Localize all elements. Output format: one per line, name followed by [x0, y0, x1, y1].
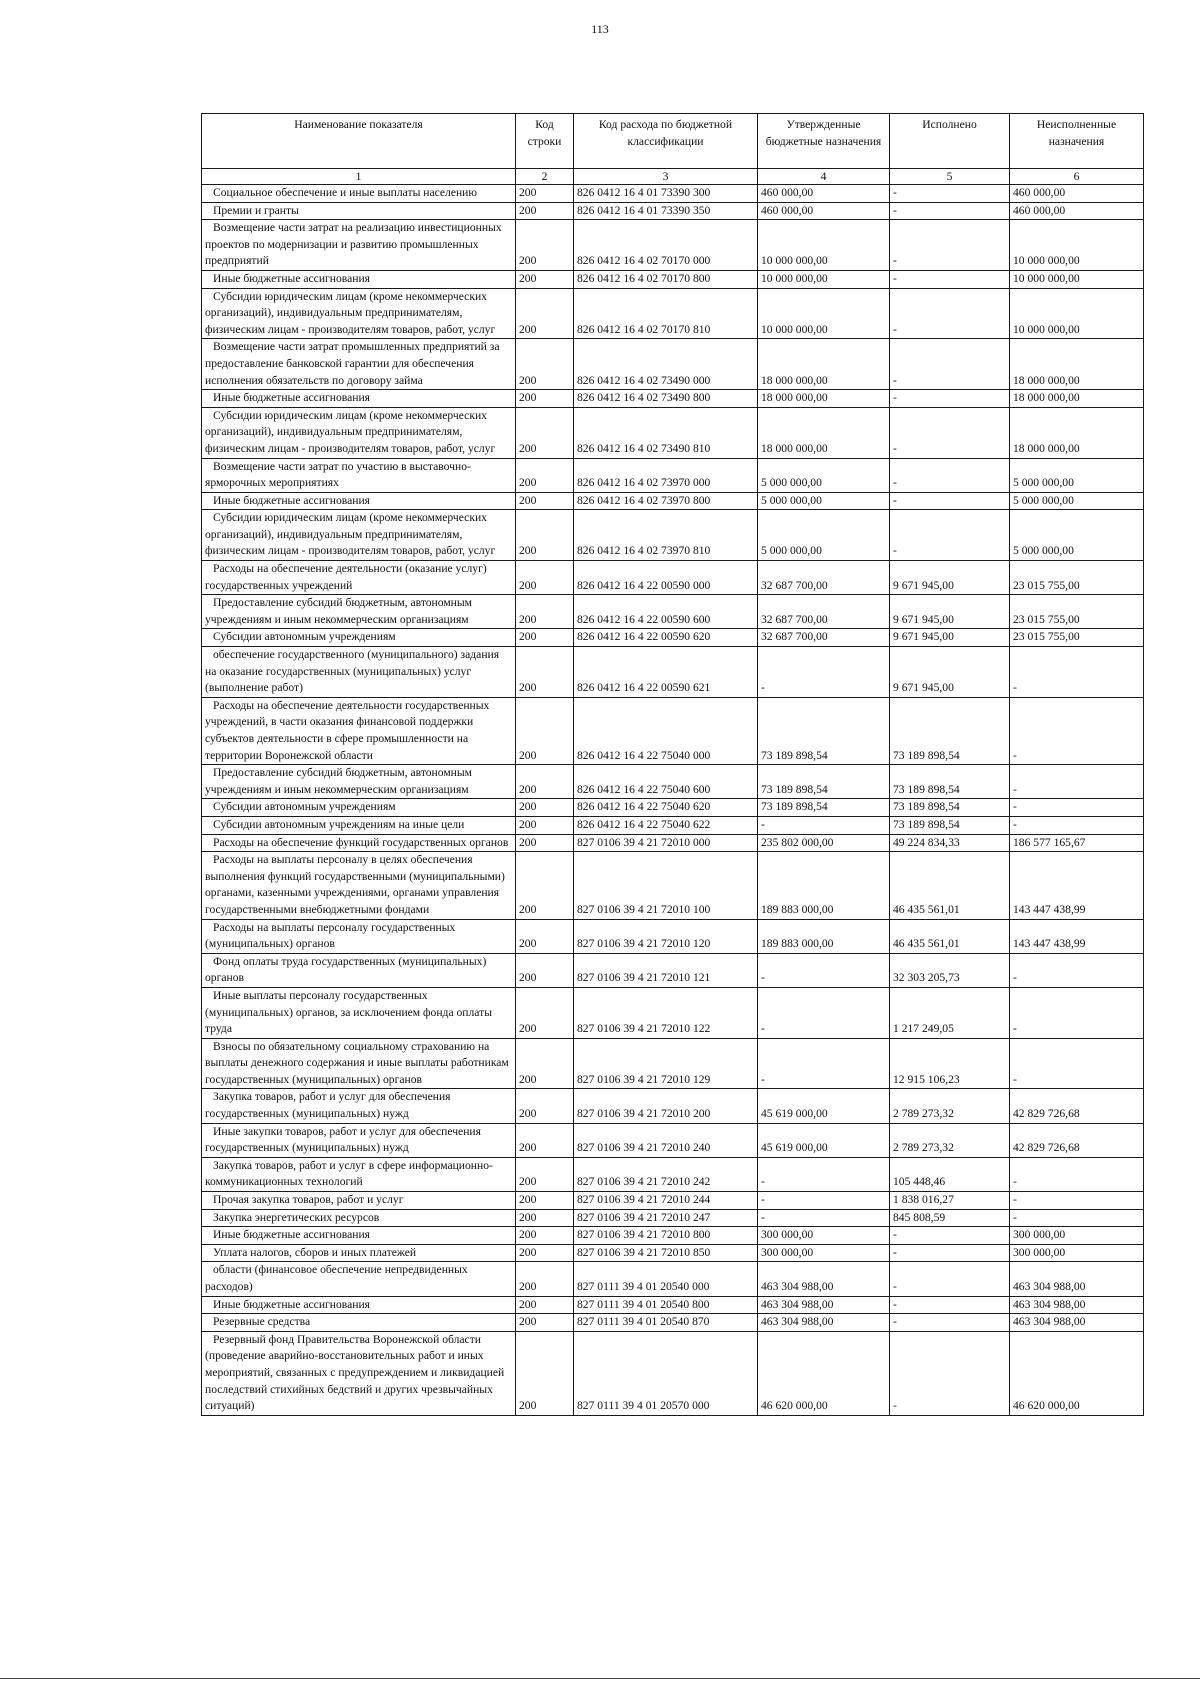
executed-amount-cell: 9 671 945,00: [890, 629, 1010, 647]
table-row: [202, 629, 1144, 647]
table-row: [202, 1089, 1144, 1123]
approved-amount-cell: 5 000 000,00: [758, 458, 890, 492]
executed-amount-cell: 46 435 561,01: [890, 852, 1010, 919]
column-number: 2: [516, 169, 574, 185]
approved-amount-cell: 5 000 000,00: [758, 510, 890, 561]
table-row: [202, 1244, 1144, 1262]
row-code-cell: 200: [516, 1123, 574, 1157]
unexecuted-amount-cell: -: [1010, 987, 1144, 1038]
executed-amount-cell: -: [890, 1244, 1010, 1262]
indicator-name-cell: Уплата налогов, сборов и иных платежей: [202, 1244, 516, 1262]
budget-code-cell: 827 0106 39 4 21 72010 122: [574, 987, 758, 1038]
budget-code-cell: 827 0106 39 4 21 72010 000: [574, 834, 758, 852]
row-code-cell: 200: [516, 1262, 574, 1296]
budget-code-cell: 827 0106 39 4 21 72010 244: [574, 1192, 758, 1210]
row-code-cell: 200: [516, 834, 574, 852]
indicator-name-cell: Расходы на обеспечение деятельности (оказание услуг) государственных учреждений: [202, 561, 516, 595]
approved-amount-cell: 18 000 000,00: [758, 390, 890, 408]
row-code-cell: 200: [516, 202, 574, 220]
indicator-name-cell: Расходы на обеспечение деятельности государственных учреждений, в части оказания финансовой поддержки субъектов деятельности в сфере промышленности на территории Воронежской области: [202, 697, 516, 764]
table-row: [202, 202, 1144, 220]
indicator-name-cell: Субсидии автономным учреждениям на иные цели: [202, 816, 516, 834]
unexecuted-amount-cell: 18 000 000,00: [1010, 407, 1144, 458]
row-code-cell: 200: [516, 595, 574, 629]
executed-amount-cell: -: [890, 1227, 1010, 1245]
unexecuted-amount-cell: 10 000 000,00: [1010, 220, 1144, 271]
approved-amount-cell: 300 000,00: [758, 1227, 890, 1245]
executed-amount-cell: -: [890, 390, 1010, 408]
row-code-cell: 200: [516, 799, 574, 817]
indicator-name-cell: Резервные средства: [202, 1314, 516, 1332]
budget-code-cell: 827 0111 39 4 01 20540 000: [574, 1262, 758, 1296]
executed-amount-cell: -: [890, 270, 1010, 288]
unexecuted-amount-cell: 18 000 000,00: [1010, 339, 1144, 390]
indicator-name-cell: Закупка товаров, работ и услуг для обеспечения государственных (муниципальных) нужд: [202, 1089, 516, 1123]
table-header-row: [202, 114, 1144, 169]
approved-amount-cell: 73 189 898,54: [758, 765, 890, 799]
indicator-name-cell: Закупка энергетических ресурсов: [202, 1209, 516, 1227]
table-row: [202, 185, 1144, 203]
executed-amount-cell: -: [890, 492, 1010, 510]
indicator-name-cell: области (финансовое обеспечение непредвиденных расходов): [202, 1262, 516, 1296]
budget-code-cell: 827 0111 39 4 01 20540 870: [574, 1314, 758, 1332]
approved-amount-cell: 45 619 000,00: [758, 1123, 890, 1157]
approved-amount-cell: 189 883 000,00: [758, 919, 890, 953]
indicator-name-cell: Иные бюджетные ассигнования: [202, 1227, 516, 1245]
executed-amount-cell: 2 789 273,32: [890, 1123, 1010, 1157]
unexecuted-amount-cell: 300 000,00: [1010, 1227, 1144, 1245]
row-code-cell: 200: [516, 458, 574, 492]
table-row: [202, 647, 1144, 698]
table-row: [202, 1123, 1144, 1157]
approved-amount-cell: 10 000 000,00: [758, 220, 890, 271]
table-row: [202, 697, 1144, 764]
budget-code-cell: 826 0412 16 4 02 73970 000: [574, 458, 758, 492]
executed-amount-cell: -: [890, 339, 1010, 390]
budget-code-cell: 826 0412 16 4 22 75040 600: [574, 765, 758, 799]
row-code-cell: 200: [516, 765, 574, 799]
executed-amount-cell: -: [890, 407, 1010, 458]
budget-code-cell: 827 0111 39 4 01 20570 000: [574, 1331, 758, 1415]
executed-amount-cell: 105 448,46: [890, 1157, 1010, 1191]
column-number: 1: [202, 169, 516, 185]
table-row: [202, 407, 1144, 458]
approved-amount-cell: 32 687 700,00: [758, 561, 890, 595]
unexecuted-amount-cell: -: [1010, 1038, 1144, 1089]
budget-code-cell: 826 0412 16 4 02 73490 810: [574, 407, 758, 458]
executed-amount-cell: 73 189 898,54: [890, 765, 1010, 799]
approved-amount-cell: 73 189 898,54: [758, 697, 890, 764]
unexecuted-amount-cell: 300 000,00: [1010, 1244, 1144, 1262]
approved-amount-cell: -: [758, 987, 890, 1038]
executed-amount-cell: 9 671 945,00: [890, 561, 1010, 595]
column-number: 6: [1010, 169, 1144, 185]
table-row: [202, 1157, 1144, 1191]
budget-code-cell: 826 0412 16 4 02 70170 000: [574, 220, 758, 271]
table-row: [202, 1192, 1144, 1210]
approved-amount-cell: 45 619 000,00: [758, 1089, 890, 1123]
unexecuted-amount-cell: 18 000 000,00: [1010, 390, 1144, 408]
column-number: 3: [574, 169, 758, 185]
budget-code-cell: 826 0412 16 4 22 75040 000: [574, 697, 758, 764]
budget-code-cell: 826 0412 16 4 22 00590 620: [574, 629, 758, 647]
executed-amount-cell: 9 671 945,00: [890, 647, 1010, 698]
approved-amount-cell: 32 687 700,00: [758, 595, 890, 629]
indicator-name-cell: Иные бюджетные ассигнования: [202, 270, 516, 288]
row-code-cell: 200: [516, 647, 574, 698]
executed-amount-cell: 73 189 898,54: [890, 799, 1010, 817]
approved-amount-cell: -: [758, 1209, 890, 1227]
row-code-cell: 200: [516, 270, 574, 288]
row-code-cell: 200: [516, 987, 574, 1038]
header-approved: Утвержденные бюджетные назначения: [758, 114, 890, 169]
approved-amount-cell: 463 304 988,00: [758, 1296, 890, 1314]
approved-amount-cell: 463 304 988,00: [758, 1314, 890, 1332]
indicator-name-cell: Субсидии юридическим лицам (кроме некоммерческих организаций), индивидуальным предпринимателям, физическим лицам - производителям товаров, работ, услуг: [202, 510, 516, 561]
row-code-cell: 200: [516, 852, 574, 919]
executed-amount-cell: 1 217 249,05: [890, 987, 1010, 1038]
executed-amount-cell: -: [890, 1314, 1010, 1332]
unexecuted-amount-cell: -: [1010, 1192, 1144, 1210]
budget-code-cell: 826 0412 16 4 22 75040 622: [574, 816, 758, 834]
indicator-name-cell: Субсидии автономным учреждениям: [202, 629, 516, 647]
budget-code-cell: 826 0412 16 4 22 75040 620: [574, 799, 758, 817]
table-row: [202, 953, 1144, 987]
row-code-cell: 200: [516, 288, 574, 339]
budget-code-cell: 827 0106 39 4 21 72010 247: [574, 1209, 758, 1227]
row-code-cell: 200: [516, 1227, 574, 1245]
executed-amount-cell: -: [890, 1262, 1010, 1296]
executed-amount-cell: 1 838 016,27: [890, 1192, 1010, 1210]
unexecuted-amount-cell: -: [1010, 953, 1144, 987]
row-code-cell: 200: [516, 185, 574, 203]
executed-amount-cell: -: [890, 202, 1010, 220]
indicator-name-cell: Прочая закупка товаров, работ и услуг: [202, 1192, 516, 1210]
row-code-cell: 200: [516, 919, 574, 953]
table-row: [202, 816, 1144, 834]
table-row: [202, 561, 1144, 595]
budget-code-cell: 826 0412 16 4 02 73490 800: [574, 390, 758, 408]
column-number: 4: [758, 169, 890, 185]
indicator-name-cell: Резервный фонд Правительства Воронежской области (проведение аварийно-восстановительных работ и иных мероприятий, связанных с предупреждением и ликвидацией последствий стихийных бедствий и других чрезвычайных ситуаций): [202, 1331, 516, 1415]
unexecuted-amount-cell: 5 000 000,00: [1010, 510, 1144, 561]
approved-amount-cell: 10 000 000,00: [758, 270, 890, 288]
indicator-name-cell: Предоставление субсидий бюджетным, автономным учреждениям и иным некоммерческим организациям: [202, 765, 516, 799]
indicator-name-cell: Возмещение части затрат по участию в выставочно-ярморочных мероприятиях: [202, 458, 516, 492]
table-row: [202, 987, 1144, 1038]
indicator-name-cell: обеспечение государственного (муниципального) задания на оказание государственных (муниципальных) услуг (выполнение работ): [202, 647, 516, 698]
budget-code-cell: 827 0106 39 4 21 72010 242: [574, 1157, 758, 1191]
approved-amount-cell: 189 883 000,00: [758, 852, 890, 919]
approved-amount-cell: -: [758, 647, 890, 698]
header-row-code: Код строки: [516, 114, 574, 169]
unexecuted-amount-cell: 23 015 755,00: [1010, 595, 1144, 629]
table-row: [202, 1296, 1144, 1314]
table-row: [202, 220, 1144, 271]
approved-amount-cell: 18 000 000,00: [758, 339, 890, 390]
budget-code-cell: 827 0106 39 4 21 72010 200: [574, 1089, 758, 1123]
row-code-cell: 200: [516, 629, 574, 647]
indicator-name-cell: Иные бюджетные ассигнования: [202, 1296, 516, 1314]
approved-amount-cell: -: [758, 1192, 890, 1210]
row-code-cell: 200: [516, 339, 574, 390]
table-row: [202, 799, 1144, 817]
table-row: [202, 852, 1144, 919]
row-code-cell: 200: [516, 1192, 574, 1210]
unexecuted-amount-cell: 460 000,00: [1010, 185, 1144, 203]
budget-code-cell: 826 0412 16 4 02 73970 810: [574, 510, 758, 561]
unexecuted-amount-cell: -: [1010, 1157, 1144, 1191]
budget-code-cell: 826 0412 16 4 22 00590 621: [574, 647, 758, 698]
table-row: [202, 765, 1144, 799]
budget-code-cell: 826 0412 16 4 02 70170 800: [574, 270, 758, 288]
approved-amount-cell: 73 189 898,54: [758, 799, 890, 817]
unexecuted-amount-cell: 23 015 755,00: [1010, 629, 1144, 647]
approved-amount-cell: -: [758, 1038, 890, 1089]
unexecuted-amount-cell: 463 304 988,00: [1010, 1314, 1144, 1332]
budget-code-cell: 827 0106 39 4 21 72010 240: [574, 1123, 758, 1157]
unexecuted-amount-cell: 460 000,00: [1010, 202, 1144, 220]
indicator-name-cell: Расходы на выплаты персоналу в целях обеспечения выполнения функций государственными (муниципальными) органами, казенными учреждениями, органами управления государственными внебюджетными фондами: [202, 852, 516, 919]
indicator-name-cell: Иные бюджетные ассигнования: [202, 390, 516, 408]
approved-amount-cell: 18 000 000,00: [758, 407, 890, 458]
indicator-name-cell: Субсидии юридическим лицам (кроме некоммерческих организаций), индивидуальным предпринимателям, физическим лицам - производителям товаров, работ, услуг: [202, 407, 516, 458]
unexecuted-amount-cell: -: [1010, 1209, 1144, 1227]
indicator-name-cell: Социальное обеспечение и иные выплаты населению: [202, 185, 516, 203]
approved-amount-cell: 32 687 700,00: [758, 629, 890, 647]
table-row: [202, 1038, 1144, 1089]
table-row: [202, 492, 1144, 510]
budget-code-cell: 826 0412 16 4 22 00590 600: [574, 595, 758, 629]
unexecuted-amount-cell: -: [1010, 647, 1144, 698]
budget-code-cell: 827 0106 39 4 21 72010 121: [574, 953, 758, 987]
unexecuted-amount-cell: 42 829 726,68: [1010, 1089, 1144, 1123]
row-code-cell: 200: [516, 1157, 574, 1191]
table-row: [202, 595, 1144, 629]
executed-amount-cell: 845 808,59: [890, 1209, 1010, 1227]
row-code-cell: 200: [516, 1038, 574, 1089]
budget-code-cell: 827 0106 39 4 21 72010 850: [574, 1244, 758, 1262]
budget-code-cell: 826 0412 16 4 02 70170 810: [574, 288, 758, 339]
table-row: [202, 270, 1144, 288]
unexecuted-amount-cell: 10 000 000,00: [1010, 270, 1144, 288]
budget-code-cell: 827 0106 39 4 21 72010 120: [574, 919, 758, 953]
unexecuted-amount-cell: 186 577 165,67: [1010, 834, 1144, 852]
approved-amount-cell: 300 000,00: [758, 1244, 890, 1262]
table-row: [202, 919, 1144, 953]
row-code-cell: 200: [516, 1244, 574, 1262]
header-executed: Исполнено: [890, 114, 1010, 169]
row-code-cell: 200: [516, 407, 574, 458]
row-code-cell: 200: [516, 561, 574, 595]
unexecuted-amount-cell: -: [1010, 799, 1144, 817]
budget-execution-table: [201, 113, 1144, 1416]
row-code-cell: 200: [516, 1089, 574, 1123]
approved-amount-cell: 460 000,00: [758, 185, 890, 203]
indicator-name-cell: Субсидии юридическим лицам (кроме некоммерческих организаций), индивидуальным предпринимателям, физическим лицам - производителям товаров, работ, услуг: [202, 288, 516, 339]
unexecuted-amount-cell: 5 000 000,00: [1010, 492, 1144, 510]
unexecuted-amount-cell: 463 304 988,00: [1010, 1296, 1144, 1314]
executed-amount-cell: -: [890, 1296, 1010, 1314]
row-code-cell: 200: [516, 1314, 574, 1332]
approved-amount-cell: 463 304 988,00: [758, 1262, 890, 1296]
indicator-name-cell: Закупка товаров, работ и услуг в сфере информационно-коммуникационных технологий: [202, 1157, 516, 1191]
approved-amount-cell: 10 000 000,00: [758, 288, 890, 339]
indicator-name-cell: Предоставление субсидий бюджетным, автономным учреждениям и иным некоммерческим организациям: [202, 595, 516, 629]
header-budget-code: Код расхода по бюджетной классификации: [574, 114, 758, 169]
approved-amount-cell: 46 620 000,00: [758, 1331, 890, 1415]
indicator-name-cell: Расходы на обеспечение функций государственных органов: [202, 834, 516, 852]
indicator-name-cell: Расходы на выплаты персоналу государственных (муниципальных) органов: [202, 919, 516, 953]
table-body: [202, 185, 1144, 1416]
approved-amount-cell: -: [758, 816, 890, 834]
unexecuted-amount-cell: -: [1010, 816, 1144, 834]
budget-code-cell: 826 0412 16 4 01 73390 300: [574, 185, 758, 203]
indicator-name-cell: Иные закупки товаров, работ и услуг для обеспечения государственных (муниципальных) нужд: [202, 1123, 516, 1157]
row-code-cell: 200: [516, 1296, 574, 1314]
unexecuted-amount-cell: -: [1010, 697, 1144, 764]
row-code-cell: 200: [516, 816, 574, 834]
header-unexecuted: Неисполненные назначения: [1010, 114, 1144, 169]
table-row: [202, 510, 1144, 561]
budget-code-cell: 826 0412 16 4 01 73390 350: [574, 202, 758, 220]
indicator-name-cell: Премии и гранты: [202, 202, 516, 220]
unexecuted-amount-cell: 5 000 000,00: [1010, 458, 1144, 492]
unexecuted-amount-cell: -: [1010, 765, 1144, 799]
indicator-name-cell: Возмещение части затрат на реализацию инвестиционных проектов по модернизации и развитию промышленных предприятий: [202, 220, 516, 271]
executed-amount-cell: -: [890, 220, 1010, 271]
column-number-row: [202, 169, 1144, 185]
indicator-name-cell: Взносы по обязательному социальному страхованию на выплаты денежного содержания и иные выплаты работникам государственных (муниципальных) органов: [202, 1038, 516, 1089]
executed-amount-cell: -: [890, 288, 1010, 339]
budget-code-cell: 827 0106 39 4 21 72010 129: [574, 1038, 758, 1089]
page-number: 113: [591, 22, 609, 36]
budget-code-cell: 827 0111 39 4 01 20540 800: [574, 1296, 758, 1314]
executed-amount-cell: -: [890, 185, 1010, 203]
row-code-cell: 200: [516, 390, 574, 408]
table-row: [202, 390, 1144, 408]
approved-amount-cell: 235 802 000,00: [758, 834, 890, 852]
table-row: [202, 834, 1144, 852]
row-code-cell: 200: [516, 697, 574, 764]
unexecuted-amount-cell: 23 015 755,00: [1010, 561, 1144, 595]
column-number: 5: [890, 169, 1010, 185]
table-row: [202, 1314, 1144, 1332]
table-row: [202, 1331, 1144, 1415]
unexecuted-amount-cell: 42 829 726,68: [1010, 1123, 1144, 1157]
budget-code-cell: 826 0412 16 4 02 73490 000: [574, 339, 758, 390]
budget-code-cell: 827 0106 39 4 21 72010 100: [574, 852, 758, 919]
executed-amount-cell: 49 224 834,33: [890, 834, 1010, 852]
page-bottom-rule: [0, 1678, 1200, 1679]
header-indicator-name: Наименование показателя: [202, 114, 516, 169]
executed-amount-cell: 73 189 898,54: [890, 697, 1010, 764]
budget-code-cell: 826 0412 16 4 22 00590 000: [574, 561, 758, 595]
executed-amount-cell: -: [890, 458, 1010, 492]
unexecuted-amount-cell: 463 304 988,00: [1010, 1262, 1144, 1296]
row-code-cell: 200: [516, 1331, 574, 1415]
row-code-cell: 200: [516, 1209, 574, 1227]
table-row: [202, 1209, 1144, 1227]
indicator-name-cell: Субсидии автономным учреждениям: [202, 799, 516, 817]
unexecuted-amount-cell: 143 447 438,99: [1010, 919, 1144, 953]
row-code-cell: 200: [516, 220, 574, 271]
unexecuted-amount-cell: 46 620 000,00: [1010, 1331, 1144, 1415]
row-code-cell: 200: [516, 953, 574, 987]
unexecuted-amount-cell: 143 447 438,99: [1010, 852, 1144, 919]
approved-amount-cell: 5 000 000,00: [758, 492, 890, 510]
indicator-name-cell: Возмещение части затрат промышленных предприятий за предоставление банковской гарантии для обеспечения исполнения обязательств по договору займа: [202, 339, 516, 390]
indicator-name-cell: Иные выплаты персоналу государственных (муниципальных) органов, за исключением фонда оплаты труда: [202, 987, 516, 1038]
row-code-cell: 200: [516, 492, 574, 510]
table-row: [202, 1227, 1144, 1245]
table-row: [202, 339, 1144, 390]
executed-amount-cell: 32 303 205,73: [890, 953, 1010, 987]
executed-amount-cell: -: [890, 1331, 1010, 1415]
unexecuted-amount-cell: 10 000 000,00: [1010, 288, 1144, 339]
executed-amount-cell: -: [890, 510, 1010, 561]
executed-amount-cell: 2 789 273,32: [890, 1089, 1010, 1123]
table-row: [202, 458, 1144, 492]
table-row: [202, 1262, 1144, 1296]
budget-code-cell: 827 0106 39 4 21 72010 800: [574, 1227, 758, 1245]
approved-amount-cell: -: [758, 953, 890, 987]
approved-amount-cell: -: [758, 1157, 890, 1191]
executed-amount-cell: 9 671 945,00: [890, 595, 1010, 629]
row-code-cell: 200: [516, 510, 574, 561]
indicator-name-cell: Иные бюджетные ассигнования: [202, 492, 516, 510]
executed-amount-cell: 73 189 898,54: [890, 816, 1010, 834]
budget-code-cell: 826 0412 16 4 02 73970 800: [574, 492, 758, 510]
table-row: [202, 288, 1144, 339]
indicator-name-cell: Фонд оплаты труда государственных (муниципальных) органов: [202, 953, 516, 987]
approved-amount-cell: 460 000,00: [758, 202, 890, 220]
executed-amount-cell: 12 915 106,23: [890, 1038, 1010, 1089]
executed-amount-cell: 46 435 561,01: [890, 919, 1010, 953]
